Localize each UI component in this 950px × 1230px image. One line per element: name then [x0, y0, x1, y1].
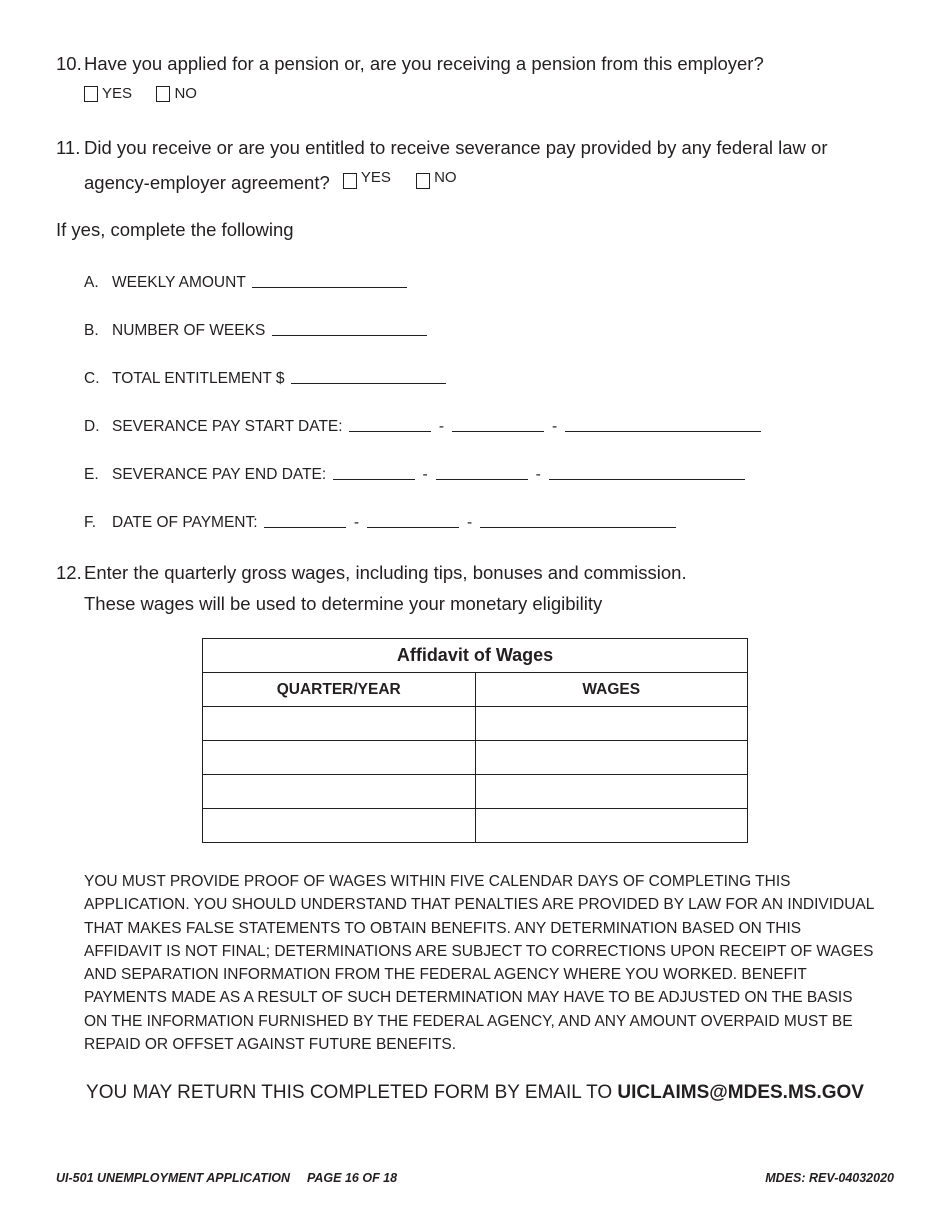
date-separator: - — [535, 466, 541, 483]
item-label: SEVERANCE PAY START DATE: — [112, 418, 343, 435]
quarter-year-cell[interactable] — [203, 741, 476, 775]
item-letter: B. — [84, 322, 99, 339]
item-letter: F. — [84, 514, 97, 531]
table-header-row — [203, 673, 748, 707]
footer-page-number: PAGE 16 OF 18 — [307, 1171, 398, 1185]
q11-yes-label: YES — [360, 169, 391, 186]
question-11-line2: agency-employer agreement? — [84, 172, 330, 193]
severance-item-c — [84, 369, 446, 389]
severance-item-d — [84, 417, 761, 437]
item-letter: D. — [84, 418, 100, 435]
wages-cell[interactable] — [475, 775, 748, 809]
q11-no-option[interactable] — [416, 167, 457, 189]
proof-of-wages-notice: YOU MUST PROVIDE PROOF OF WAGES WITHIN FIVE CALENDAR DAYS OF COMPLETING THIS APPLICATION. YOU SHOULD UNDERSTAND THAT PENALTIES ARE PROVIDED BY LAW FOR AN INDIVIDUAL THAT MAKES FALSE STATEMENTS TO OBTAIN BENEFITS. ANY DETERMINATION BASED ON THIS AFFIDAVIT IS NOT FINAL; DETERMINATIONS ARE SUBJECT TO CORRECTIONS UPON RECEIPT OF WAGES AND SEPARATION INFORMATION FROM THE FEDERAL AGENCY WHERE YOU WORKED. BENEFIT PAYMENTS MADE AS A RESULT OF SUCH DETERMINATION MAY HAVE TO BE ADJUSTED ON THE BASIS ON THE INFORMATION FURNISHED BY THE FEDERAL AGENCY, AND ANY AMOUNT OVERPAID MUST BE REPAID OR OFFSET AGAINST FUTURE BENEFITS. — [84, 873, 874, 1054]
q10-no-option[interactable] — [156, 85, 197, 102]
severance-item-f — [84, 513, 676, 533]
wages-cell[interactable] — [475, 741, 748, 775]
question-10-text: Have you applied for a pension or, are you receiving a pension from this employer? — [84, 53, 764, 74]
table-row — [203, 809, 748, 843]
table-title: Affidavit of Wages — [203, 639, 748, 673]
q10-yes-checkbox[interactable] — [84, 86, 98, 102]
severance-item-a — [84, 273, 407, 293]
severance-item-b — [84, 321, 427, 341]
q11-yes-option[interactable] — [343, 167, 391, 189]
q10-no-label: NO — [174, 85, 197, 102]
date-separator: - — [467, 514, 473, 531]
table-row — [203, 707, 748, 741]
q11-no-checkbox[interactable] — [416, 173, 430, 189]
question-11-line1: Did you receive or are you entitled to receive severance pay provided by any federal law or — [84, 137, 828, 158]
start-date-day-field[interactable] — [452, 417, 544, 432]
date-separator: - — [353, 514, 360, 531]
q10-yes-option[interactable] — [84, 85, 132, 102]
item-letter: A. — [84, 274, 99, 291]
item-letter: C. — [84, 370, 100, 387]
question-10-number: 10. — [56, 53, 82, 74]
quarter-year-cell[interactable] — [203, 775, 476, 809]
question-11-number: 11. — [56, 137, 81, 158]
question-12-number: 12. — [56, 562, 82, 583]
question-11-line2-row — [84, 167, 457, 194]
column-header-quarter-year: QUARTER/YEAR — [203, 673, 476, 707]
number-of-weeks-field[interactable] — [272, 321, 427, 336]
column-header-wages: WAGES — [475, 673, 748, 707]
item-label: NUMBER OF WEEKS — [112, 322, 266, 339]
severance-item-e — [84, 465, 745, 485]
question-10-options — [84, 85, 197, 107]
table-title-row — [203, 639, 748, 673]
return-text: YOU MAY RETURN THIS COMPLETED FORM BY EMAIL TO — [86, 1082, 613, 1103]
end-date-year-field[interactable] — [549, 465, 745, 480]
end-date-day-field[interactable] — [436, 465, 528, 480]
return-by-email-line — [0, 1082, 950, 1104]
payment-date-year-field[interactable] — [480, 513, 676, 528]
start-date-year-field[interactable] — [565, 417, 761, 432]
footer-revision: MDES: REV-04032020 — [765, 1171, 894, 1185]
q11-no-label: NO — [434, 169, 457, 186]
table-row — [203, 741, 748, 775]
table-row — [203, 775, 748, 809]
date-separator: - — [422, 466, 428, 483]
item-letter: E. — [84, 466, 99, 483]
date-separator: - — [552, 418, 558, 435]
item-label: WEEKLY AMOUNT — [112, 274, 246, 291]
item-label: TOTAL ENTITLEMENT $ — [112, 370, 285, 387]
wages-cell[interactable] — [475, 809, 748, 843]
question-12-line1: Enter the quarterly gross wages, including tips, bonuses and commission. — [84, 562, 687, 583]
item-label: DATE OF PAYMENT: — [112, 514, 258, 531]
if-yes-instruction: If yes, complete the following — [56, 219, 294, 240]
wages-cell[interactable] — [475, 707, 748, 741]
payment-date-month-field[interactable] — [264, 513, 346, 528]
q10-yes-label: YES — [102, 85, 133, 102]
q10-no-checkbox[interactable] — [156, 86, 170, 102]
footer-form-name: UI-501 UNEMPLOYMENT APPLICATION — [56, 1171, 291, 1185]
end-date-month-field[interactable] — [333, 465, 415, 480]
question-12-line2: These wages will be used to determine your monetary eligibility — [84, 593, 603, 614]
weekly-amount-field[interactable] — [252, 273, 407, 288]
quarter-year-cell[interactable] — [203, 809, 476, 843]
start-date-month-field[interactable] — [349, 417, 431, 432]
payment-date-day-field[interactable] — [367, 513, 459, 528]
item-label: SEVERANCE PAY END DATE: — [112, 466, 327, 483]
total-entitlement-field[interactable] — [291, 369, 446, 384]
affidavit-of-wages-table — [202, 638, 748, 843]
q11-yes-checkbox[interactable] — [343, 173, 357, 189]
return-email-address[interactable]: UICLAIMS@MDES.MS.GOV — [617, 1082, 864, 1103]
date-separator: - — [438, 418, 445, 435]
quarter-year-cell[interactable] — [203, 707, 476, 741]
